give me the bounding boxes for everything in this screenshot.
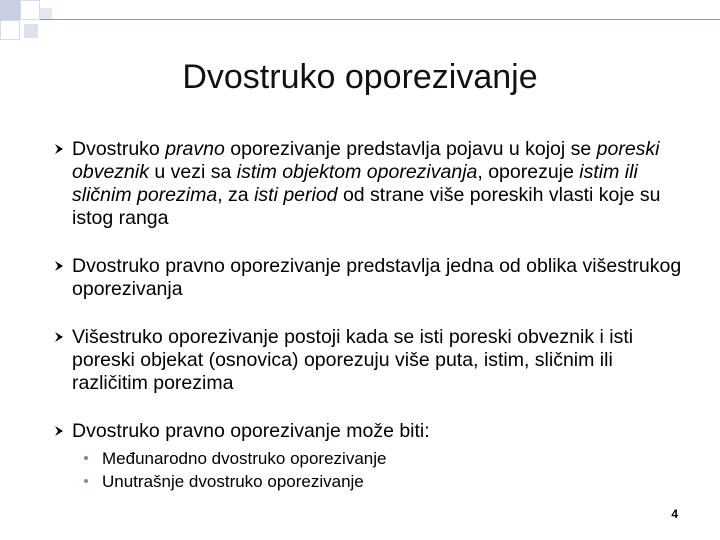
arrow-bullet-icon (52, 421, 66, 441)
bullet-list (52, 138, 692, 518)
deco-square (20, 0, 40, 20)
sub-bullet-text: Međunarodno dvostruko oporezivanje (102, 449, 387, 468)
slide-title: Dvostruko oporezivanje (182, 58, 538, 96)
deco-square (24, 24, 38, 38)
arrow-bullet-icon (52, 139, 66, 159)
bullet-text (72, 138, 661, 229)
emphasis-text: poreski obveznik (72, 138, 660, 183)
arrow-bullet-icon (52, 327, 66, 347)
bullet-item (52, 420, 692, 493)
bullet-text: Dvostruko pravno oporezivanje može biti: (72, 420, 430, 442)
bullet-item (52, 326, 692, 395)
plain-text: , za (217, 184, 255, 206)
plain-text: Dvostruko (72, 138, 166, 160)
plain-text: , oporezuje (477, 161, 580, 183)
emphasis-text: isti period (254, 184, 338, 206)
deco-square (0, 0, 20, 20)
bullet-item (52, 255, 692, 301)
emphasis-text: istim ili sličnim porezima (72, 161, 638, 206)
sub-bullet-item (72, 470, 692, 493)
bullet-text: Dvostruko pravno oporezivanje predstavlja jedna od oblika višestrukog oporezivanja (72, 255, 682, 300)
bullet-item (52, 138, 692, 230)
arrow-bullet-icon (52, 256, 66, 276)
dot-bullet-icon (84, 479, 88, 483)
plain-text: u vezi sa (148, 161, 237, 183)
sub-bullet-text: Unutrašnje dvostruko oporezivanje (102, 472, 364, 491)
deco-square (0, 20, 20, 40)
header-rule (40, 19, 720, 20)
emphasis-text: istim objektom oporezivanja (236, 161, 478, 183)
dot-bullet-icon (84, 456, 88, 460)
plain-text: oporezivanje predstavlja pojavu u kojoj se (224, 138, 597, 160)
emphasis-text: pravno (165, 138, 225, 160)
bullet-text: Višestruko oporezivanje postoji kada se isti poreski obveznik i isti poreski objekat (osnovica) oporezuju više puta, istim, sličnim ili različitim porezima (72, 326, 634, 394)
sub-bullet-item (72, 447, 692, 470)
sub-bullet-list (72, 447, 692, 493)
page-number: 4 (671, 507, 678, 521)
plain-text: od strane više poreskih vlasti koje su istog ranga (72, 184, 661, 229)
